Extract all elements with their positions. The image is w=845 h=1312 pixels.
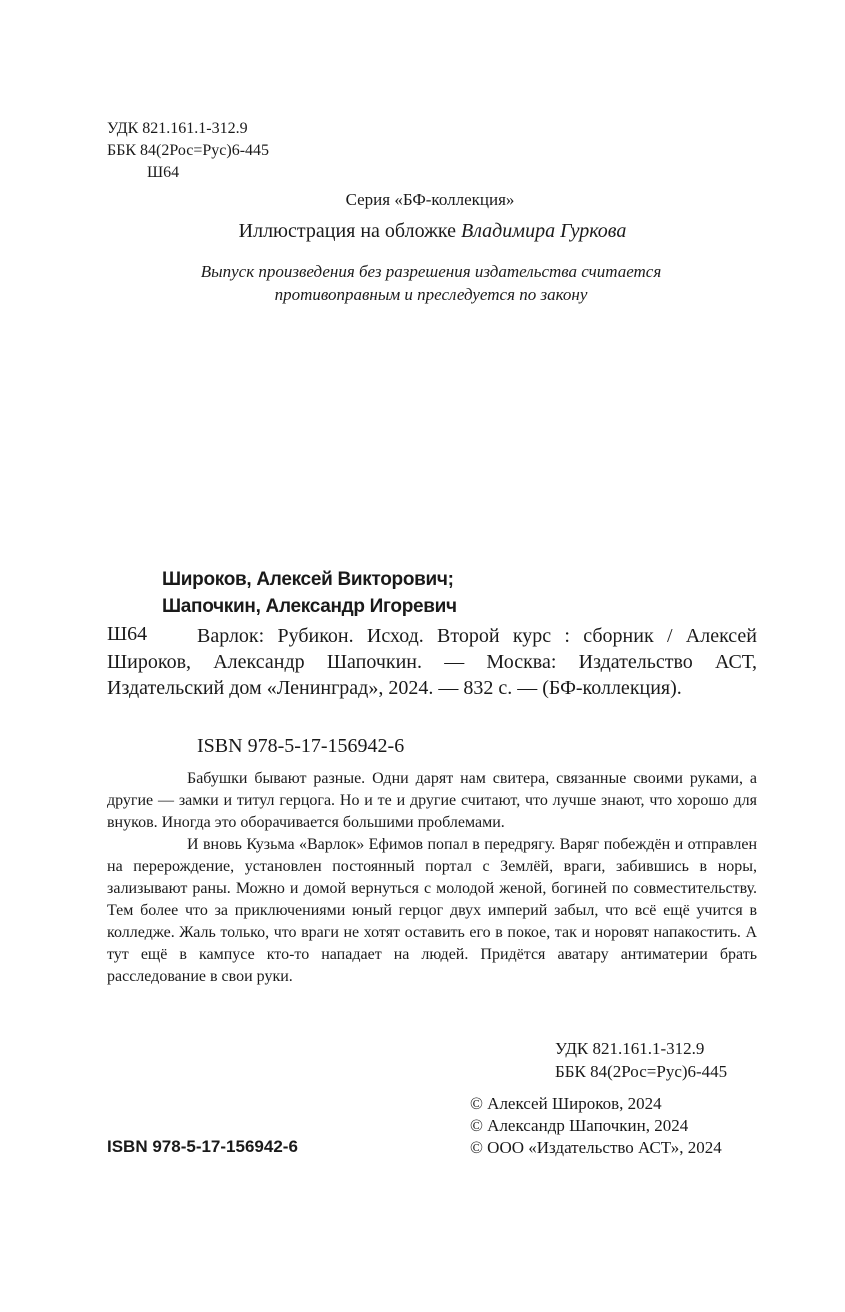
copyright-line: © ООО «Издательство АСТ», 2024 [470,1138,722,1157]
copyright-line: © Алексей Широков, 2024 [470,1094,662,1113]
bbk-code: ББК 84(2Рос=Рус)6-445 [555,1062,728,1081]
catalog-description [107,623,757,701]
copyright-line: © Александр Шапочкин, 2024 [470,1116,689,1135]
annotation [107,768,757,988]
annotation-paragraph: И вновь Кузьма «Варлок» Ефимов попал в передрягу. Варяг побеждён и отправлен на перерождение, установлен постоянный портал с Землёй, враги, забившись в норы, зализывают раны. Можно и домой вернуться с молодой женой, богиней по совместительству. Тем более что за приключениями юный герцог двух империй забыл, что всё ещё учится в колледже. Жаль только, что враги не хотят оставить его в покое, так и норовят напакостить. А тут ещё в кампусе кто-то нападает на людей. Придётся аватару антиматерии брать расследование в свои руки. [107,836,757,985]
author-name: Широков, Алексей Викторович; [162,569,454,590]
classification-codes-top [107,118,269,184]
copyright-notice [0,260,845,306]
annotation-paragraph: Бабушки бывают разные. Одни дарят нам свитера, связанные своими руками, а другие — замки и титул герцога. Но и те и другие считают, что лучше знают, что хорошо для внуков. Иногда это оборачивается большими проблемами. [107,770,757,831]
udk-code: УДК 821.161.1-312.9 [555,1039,705,1058]
series-title: Серия «БФ-коллекция» [345,190,515,209]
classification-codes-bottom [555,1037,727,1083]
catalog-author-sign: Ш64 [107,623,148,645]
author-heading [162,566,457,620]
notice-line-2: противоправным и преследуется по закону [274,285,588,304]
isbn-line: ISBN 978-5-17-156942-6 [197,735,405,757]
author-name: Шапочкин, Александр Игоревич [162,596,457,617]
bbk-code: ББК 84(2Рос=Рус)6-445 [107,142,270,159]
cover-illustration-credit [0,220,845,243]
udk-code: УДК 821.161.1-312.9 [107,120,248,137]
illustrator-name: Владимира Гуркова [461,220,627,242]
isbn-bottom: ISBN 978-5-17-156942-6 [107,1137,298,1156]
illustration-prefix: Иллюстрация на обложке [238,220,461,242]
copyright-block [470,1093,722,1159]
notice-line-1: Выпуск произведения без разрешения издательства считается [200,262,662,281]
catalog-text: Варлок: Рубикон. Исход. Второй курс : сборник / Алексей Широков, Александр Шапочкин. — Москва: Издательство АСТ, Издательский дом «Ленинград», 2024. — 832 с. — (БФ-коллекция). [107,625,757,699]
author-sign: Ш64 [147,164,180,181]
